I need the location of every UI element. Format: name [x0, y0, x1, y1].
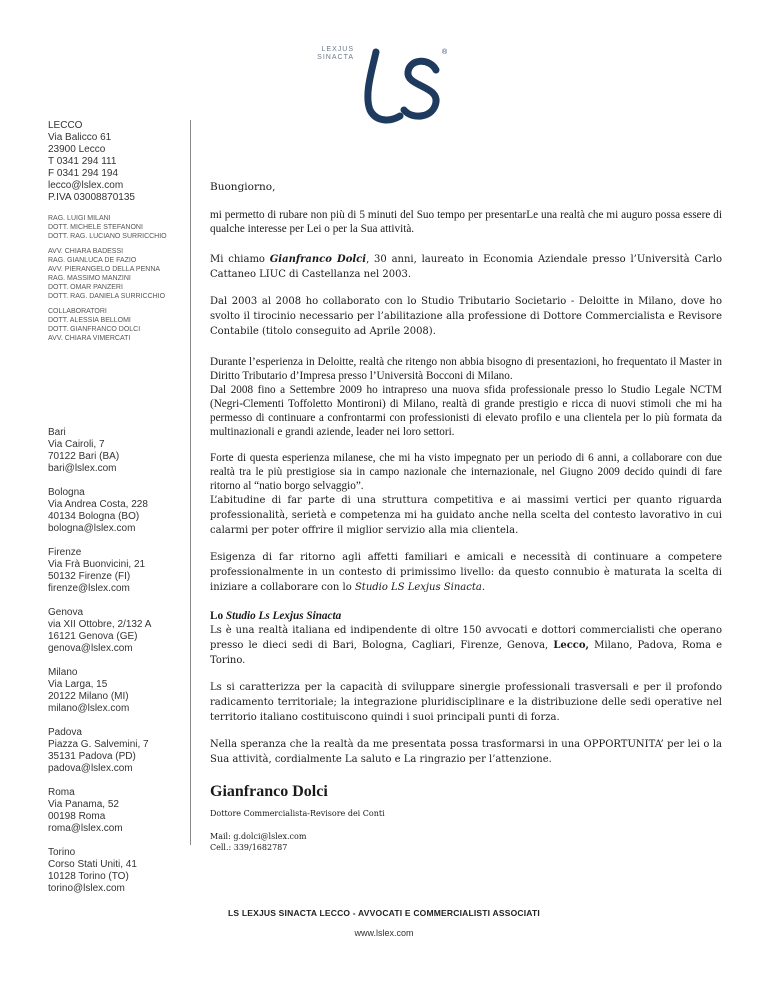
signature-role: Dottore Commercialista-Revisore dei Conti [210, 809, 385, 818]
staff-group-1: RAG. LUIGI MILANI DOTT. MICHELE STEFANONI DOTT. RAG. LUCIANO SURRICCHIO [48, 215, 167, 240]
office-milano: Milano Via Larga, 15 20122 Milano (MI) milano@lslex.com [48, 667, 130, 714]
paragraph-strengths: Ls si caratterizza per la capacità di sviluppare sinergie professionali trasversali e per il profondo radicamento territoriale; la integrazione pluridisciplinare e la distribuzione delle sedi operative nel territorio italiano costituiscono quindi i suoi principali punti di forza. [210, 682, 722, 723]
signature-name: Gianfranco Dolci [210, 783, 328, 800]
office-genova: Genova via XII Ottobre, 2/132 A 16121 Genova (GE) genova@lslex.com [48, 607, 152, 654]
paragraph-return: Forte di questa esperienza milanese, che mi ha visto impegnato per un periodo di 6 anni, a collaborare con due realtà tra le più prestigiose sia in campo nazionale che internazionale, nel Giugno 2009 decido quindi di fare ritorno al “natio borgo selvaggio”. L’abitudine di far parte di una struttura competitiva e ai massimi vertici per quanto riguarda professionalità, serietà e competenza mi ha guidato anche nella scelta del contesto lavorativo in cui calarmi per poter offrire il miglior servizio alla mia clientela. [210, 452, 722, 536]
paragraph-studio: Lo Studio Ls Lexjus Sinacta Ls è una realtà italiana ed indipendente di oltre 150 avvocati e dottori commercialisti che operano presso le dieci sedi di Bari, Bologna, Cagliari, Firenze, Genova, Lecco, Milano, Padova, Roma e Torino. [210, 610, 722, 666]
staff-group-2: AVV. CHIARA BADESSI RAG. GIANLUCA DE FAZIO AVV. PIERANGELO DELLA PENNA RAG. MASSIMO MANZINI DOTT. OMAR PANZERI DOTT. RAG. DANIELA SURRICCHIO [48, 248, 166, 300]
vertical-divider [190, 120, 191, 845]
paragraph-experience: Durante l’esperienza in Deloitte, realtà che ritengo non abbia bisogno di presentazioni, ho frequentato il Master in Diritto Tributario d’Impresa presso l’Università Bocconi di Milano. Dal 2008 fino a Settembre 2009 ho intrapreso una nuova sfida professionale presso lo Studio Legale NCTM (Negri-Clementi Toffoletto Montironi) di Milano, realtà di grande prestigio e ricca di nuovi stimoli che mi ha permesso di continuare a confrontarmi con professionisti di elevato profilo e una clientela per lo più formata da multinazionali e grandi aziende, leader nei loro settori. [210, 356, 722, 438]
paragraph-closing: Nella speranza che la realtà da me presentata possa trasformarsi in una OPPORTUNITA’ per lei o la Sua attività, cordialmente La saluto e La ringrazio per l’attenzione. [210, 739, 722, 765]
office-torino: Torino Corso Stati Uniti, 41 10128 Torino (TO) torino@lslex.com [48, 847, 137, 894]
footer-website: www.lslex.com [354, 928, 414, 938]
office-bologna: Bologna Via Andrea Costa, 228 40134 Bologna (BO) bologna@lslex.com [48, 487, 148, 534]
signature-contact: Mail: g.dolci@lslex.com Cell.: 339/1682787 [210, 832, 307, 852]
paragraph-name: Mi chiamo Gianfranco Dolci, 30 anni, laureato in Economia Aziendale presso l’Università Carlo Cattaneo LIUC di Castellanza nel 2003. [210, 254, 722, 280]
logo-wordmark: LEXJUS SINACTA [317, 46, 354, 61]
page-footer [0, 908, 768, 938]
sidebar [48, 120, 188, 903]
lecco-office: LECCO Via Balicco 61 23900 Lecco T 0341 294 111 F 0341 294 194 lecco@lslex.com P.IVA 03008870135 [48, 120, 135, 203]
footer-firm-name: LS LEXJUS SINACTA LECCO - AVVOCATI E COMMERCIALISTI ASSOCIATI [228, 908, 540, 918]
paragraph-choice: Esigenza di far ritorno agli affetti familiari e amicali e necessità di continuare a competere professionalmente in un contesto di primissimo livello: da questo connubio è maturata la scelta di iniziare a collaborare con lo Studio LS Lexjus Sinacta. [210, 552, 722, 593]
collaborators: COLLABORATORI DOTT. ALESSIA BELLOMI DOTT. GIANFRANCO DOLCI AVV. CHIARA VIMERCATI [48, 308, 141, 342]
office-firenze: Firenze Via Frà Buonvicini, 21 50132 Firenze (FI) firenze@lslex.com [48, 547, 146, 594]
letter-body [210, 180, 722, 853]
firm-logo [300, 40, 460, 130]
registered-mark: ® [442, 49, 448, 56]
office-bari: Bari Via Cairoli, 7 70122 Bari (BA) bari@lslex.com [48, 427, 120, 474]
ls-monogram-icon [354, 40, 454, 130]
paragraph-deloitte: Dal 2003 al 2008 ho collaborato con lo Studio Tributario Societario - Deloitte in Milano, dove ho svolto il tirocinio necessario per l’abilitazione alla professione di Dottore Commercialista e Revisore Contabile (titolo conseguito ad Aprile 2008). [210, 296, 722, 337]
office-padova: Padova Piazza G. Salvemini, 7 35131 Padova (PD) padova@lslex.com [48, 727, 149, 774]
office-roma: Roma Via Panama, 52 00198 Roma roma@lslex.com [48, 787, 123, 834]
paragraph-intro: mi permetto di rubare non più di 5 minuti del Suo tempo per presentarLe una realtà che mi auguro possa essere di qualche interesse per Lei o per la Sua attività. [210, 209, 722, 235]
greeting: Buongiorno, [210, 181, 276, 193]
